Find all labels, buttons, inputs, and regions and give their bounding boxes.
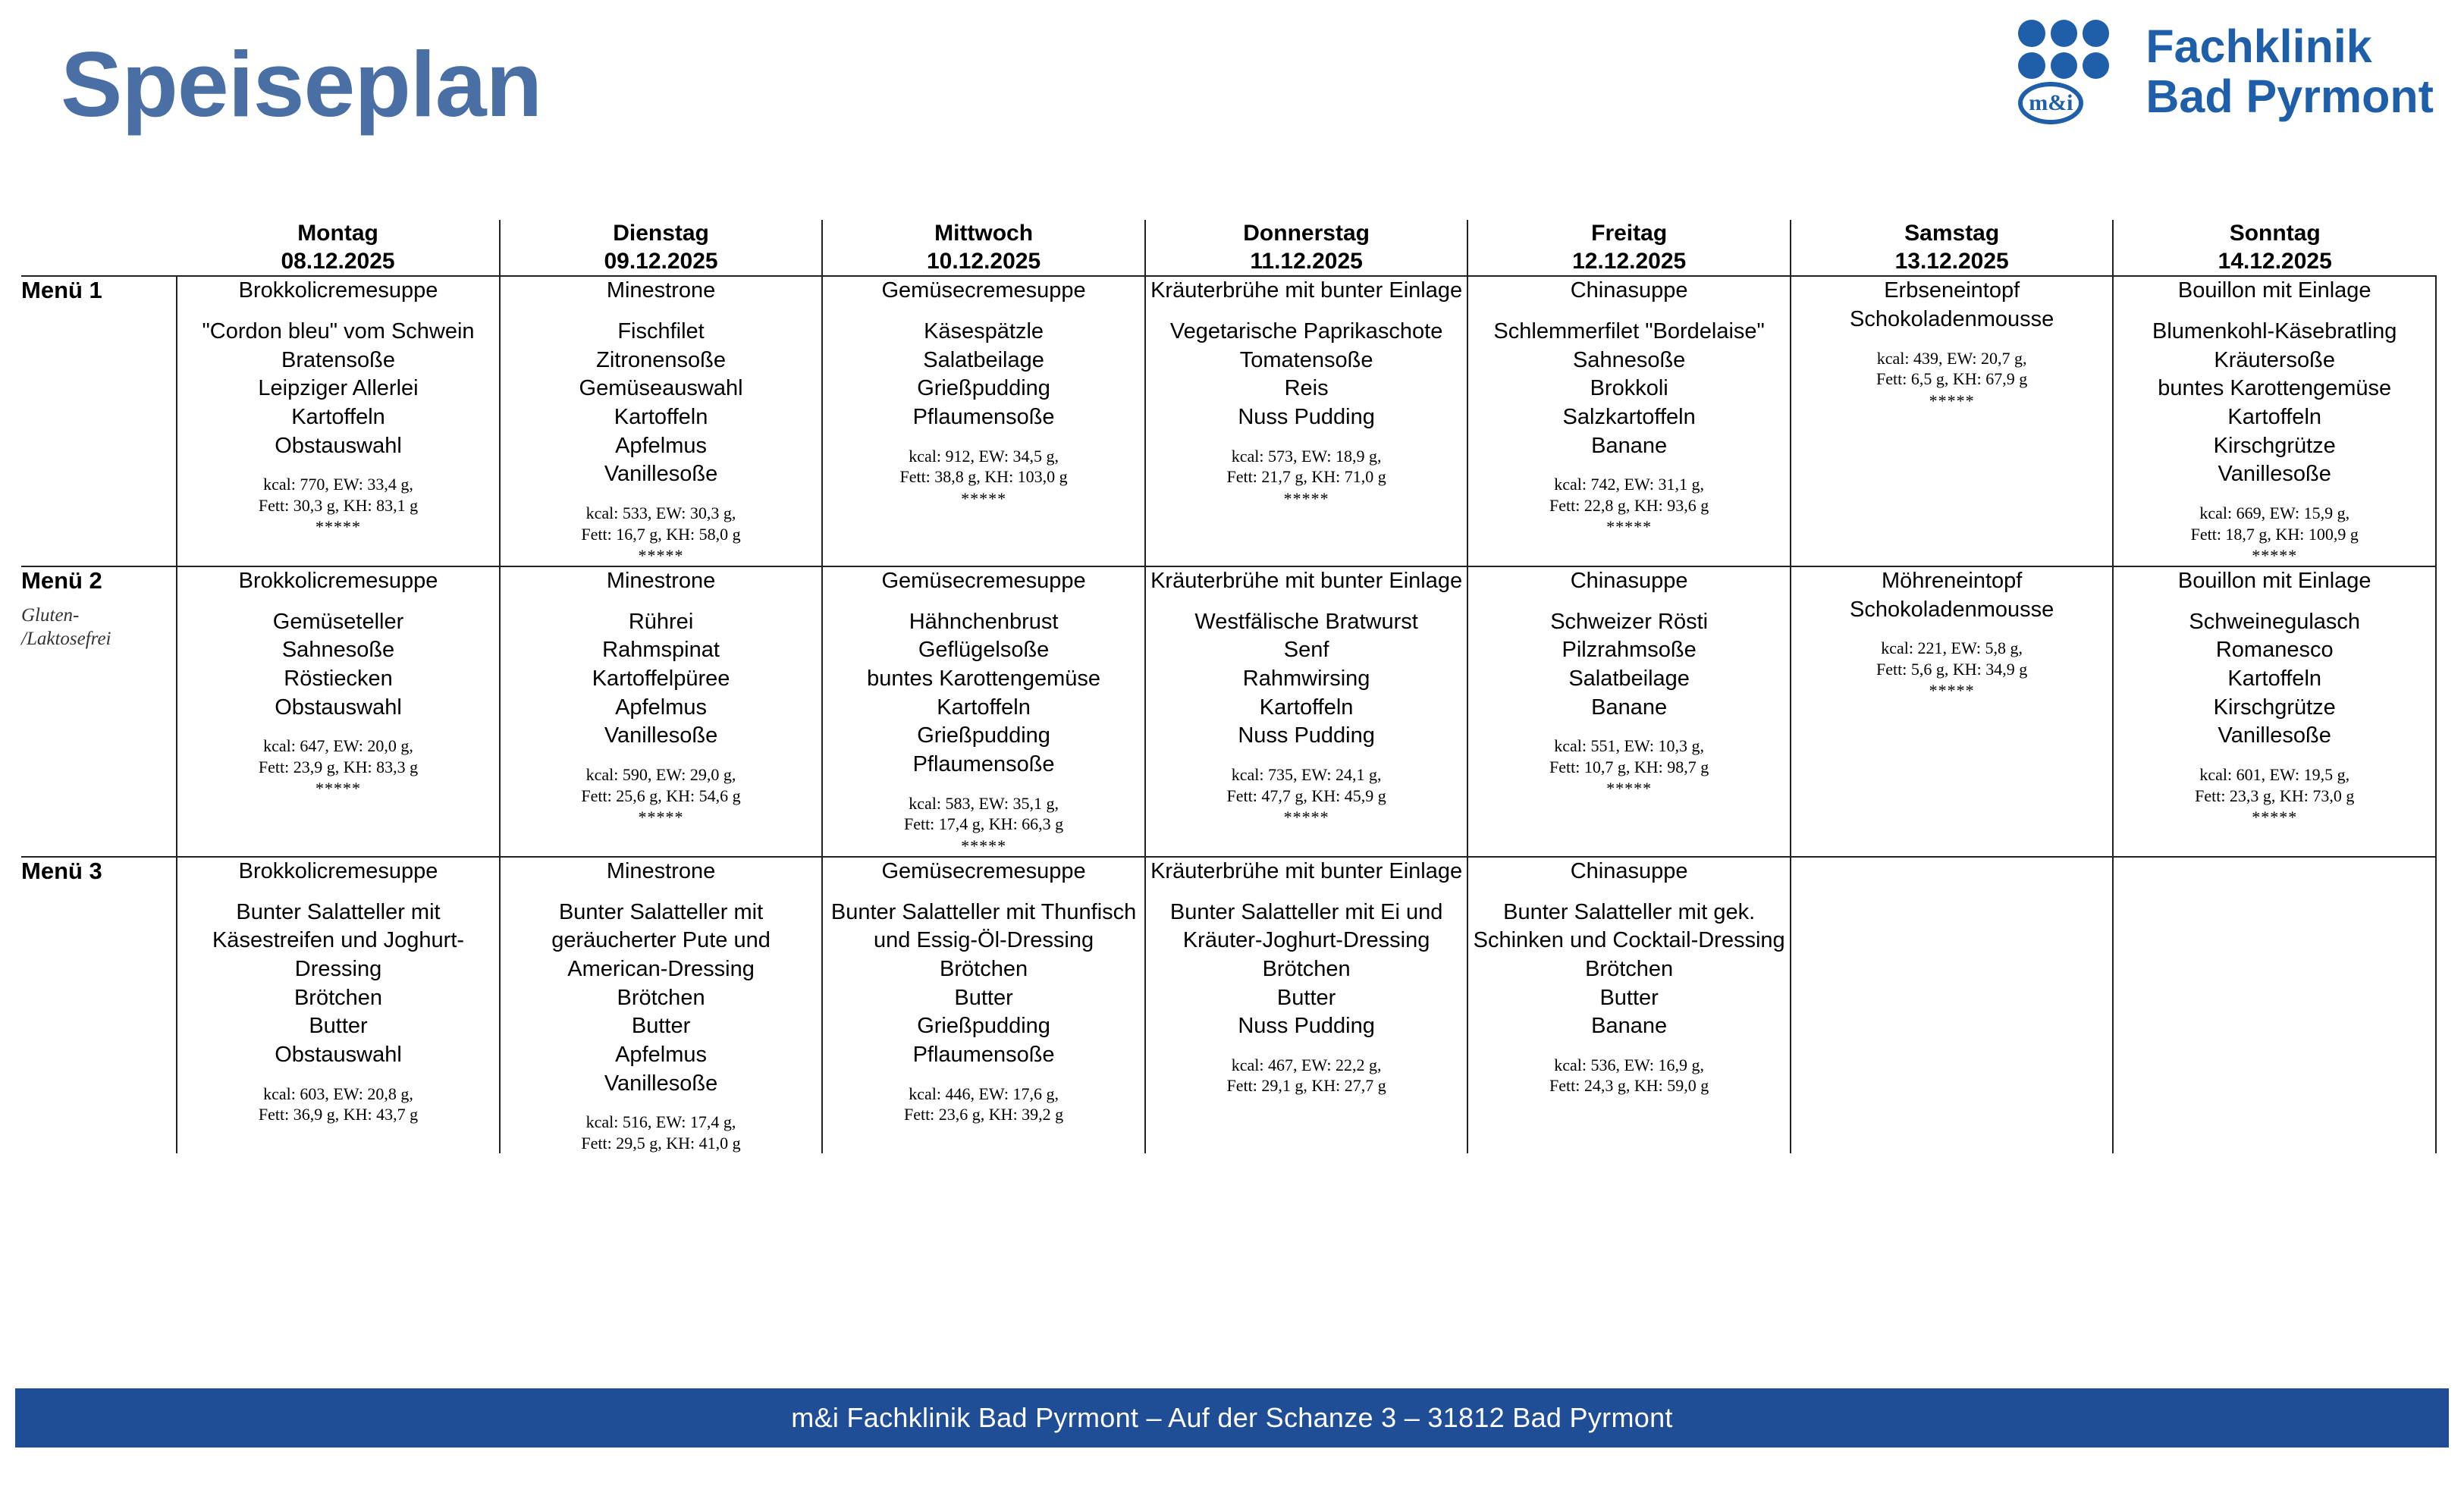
nutrition-info: kcal: 551, EW: 10,3 g, Fett: 10,7 g, KH: 98,7 g: [1549, 736, 1709, 776]
menu-cell: [500, 566, 823, 857]
menu-cell: [2113, 566, 2436, 857]
dish-line: Brötchen: [1262, 956, 1351, 981]
day-name: Mittwoch: [934, 221, 1034, 246]
menu-cell: [2113, 857, 2436, 1154]
dish-line: buntes Karottengemüse: [2158, 376, 2392, 401]
dish-line: Kräutersoße: [2214, 347, 2335, 372]
dish-line: Butter: [631, 1014, 691, 1039]
nutrition-info: kcal: 590, EW: 29,0 g, Fett: 25,6 g, KH: 54,6 g: [581, 765, 741, 805]
nutrition-info: kcal: 770, EW: 33,4 g, Fett: 30,3 g, KH: 83,1 g: [258, 475, 419, 515]
dish-line: Apfelmus: [615, 1042, 707, 1067]
separator-stars: *****: [1606, 517, 1653, 537]
dish-line: Röstiecken: [284, 667, 393, 692]
dish-line: Apfelmus: [615, 433, 707, 458]
dish-line: Banane: [1591, 1014, 1668, 1039]
dish-line: Bunter Salatteller mit Käsestreifen und Joghurt-Dressing: [212, 899, 465, 981]
dish-list: [823, 608, 1144, 779]
dish-list: [177, 899, 499, 1070]
dish-line: Reis: [1284, 376, 1329, 401]
menu-label-cell-2: [21, 566, 177, 857]
menu-cell: [822, 566, 1145, 857]
logo-oval-icon: m&i: [2018, 82, 2083, 124]
dish-list: [1146, 899, 1467, 1041]
dish-line: Kirschgrütze: [2213, 433, 2336, 458]
dish-line: Rührei: [628, 609, 694, 634]
dish-line: Rahmwirsing: [1242, 667, 1370, 692]
dish-list: [823, 899, 1144, 1070]
dish-list: [1468, 318, 1790, 460]
dish-line: Rahmspinat: [602, 638, 720, 663]
dish-line: Brötchen: [617, 985, 705, 1010]
dish-list: [177, 318, 499, 460]
dish-line: Bunter Salatteller mit geräucherter Pute und American-Dressing: [551, 899, 771, 981]
menu-cell: [500, 276, 823, 566]
dish-line: Kartoffeln: [1259, 695, 1354, 720]
soup-text: Gemüsecremesuppe: [881, 569, 1086, 593]
nutrition-info: kcal: 742, EW: 31,1 g, Fett: 22,8 g, KH: 93,6 g: [1549, 475, 1709, 515]
menu-row: [21, 276, 2436, 566]
menu-label-cell-1: [21, 276, 177, 566]
dish-line: Banane: [1591, 695, 1668, 720]
day-header-dienstag: [500, 220, 823, 276]
dish-line: Obstauswahl: [275, 433, 402, 458]
menu-label: Menü 1: [21, 277, 102, 304]
day-date: 12.12.2025: [1572, 248, 1687, 274]
nutrition-info: kcal: 467, EW: 22,2 g, Fett: 29,1 g, KH: 27,7 g: [1226, 1055, 1386, 1096]
logo-mark-icon: [2012, 15, 2126, 129]
dish-line: Grießpudding: [917, 723, 1050, 748]
menu-label-cell-3: [21, 857, 177, 1154]
menu-table-body: [21, 276, 2436, 1153]
nutrition-info: kcal: 603, EW: 20,8 g, Fett: 36,9 g, KH: 43,7 g: [258, 1084, 419, 1124]
separator-stars: *****: [2252, 808, 2298, 827]
dish-line: Vanillesoße: [604, 1071, 718, 1096]
day-header-montag: [177, 220, 500, 276]
day-header-sonntag: [2113, 220, 2436, 276]
day-header-freitag: [1467, 220, 1791, 276]
soup-text: Kräuterbrühe mit bunter Einlage: [1150, 858, 1463, 883]
soup-text: Brokkolicremesuppe: [238, 858, 438, 883]
dish-line: Vegetarische Paprikaschote: [1169, 318, 1443, 343]
nutrition-info: kcal: 533, EW: 30,3 g, Fett: 16,7 g, KH: 58,0 g: [581, 503, 741, 544]
day-header-mittwoch: [822, 220, 1145, 276]
dish-line: Butter: [954, 985, 1013, 1010]
dish-line: Kartoffelpüree: [592, 667, 730, 692]
logo-line-1: Fachklinik: [2145, 20, 2372, 73]
dish-line: Pflaumensoße: [912, 752, 1055, 777]
soup-text: Gemüsecremesuppe: [881, 858, 1086, 883]
dish-line: Gemüseteller: [272, 609, 404, 634]
dish-line: Leipziger Allerlei: [258, 376, 419, 401]
dish-line: Brötchen: [293, 985, 383, 1010]
dish-line: Kartoffeln: [937, 695, 1031, 720]
separator-stars: *****: [638, 808, 684, 827]
nutrition-info: kcal: 573, EW: 18,9 g, Fett: 21,7 g, KH: 71,0 g: [1226, 446, 1386, 487]
dish-line: Brokkoli: [1590, 376, 1668, 401]
soup-text: Gemüsecremesuppe: [881, 278, 1086, 303]
menu-row: [21, 857, 2436, 1154]
soup-text: Minestrone: [606, 569, 716, 593]
menu-cell: [1467, 276, 1791, 566]
menu-label: Menü 3: [21, 857, 102, 884]
nutrition-info: kcal: 439, EW: 20,7 g, Fett: 6,5 g, KH: 67,9 g: [1876, 348, 2028, 389]
dish-line: Butter: [1599, 985, 1659, 1010]
dish-line: Fischfilet: [617, 318, 705, 343]
dish-line: Nuss Pudding: [1238, 1014, 1375, 1039]
menu-cell: [500, 857, 823, 1154]
day-name: Sonntag: [2229, 221, 2321, 246]
dish-line: Nuss Pudding: [1238, 404, 1375, 429]
dish-line: Grießpudding: [917, 1014, 1050, 1039]
soup-text: Bouillon mit Einlage: [2177, 278, 2371, 303]
page-footer: m&i Fachklinik Bad Pyrmont – Auf der Schanze 3 – 31812 Bad Pyrmont: [15, 1388, 2449, 1448]
dish-list: [501, 899, 822, 1099]
day-name: Montag: [297, 221, 378, 246]
menu-table-wrapper: [15, 220, 2449, 1380]
separator-stars: *****: [961, 836, 1007, 855]
separator-stars: *****: [1929, 391, 1975, 410]
dish-line: Sahnesoße: [281, 638, 395, 663]
dish-line: Schweizer Rösti: [1550, 609, 1709, 634]
menu-table: [21, 220, 2437, 1153]
page-header: [0, 0, 2464, 220]
dish-line: Grießpudding: [917, 376, 1050, 401]
dish-line: Schweinegulasch: [2189, 609, 2361, 634]
day-header-samstag: [1791, 220, 2114, 276]
dish-line: Brötchen: [940, 956, 1028, 981]
dish-list: [2114, 318, 2435, 489]
menu-cell: [177, 857, 500, 1154]
soup-text: Chinasuppe: [1570, 278, 1688, 303]
dish-line: Geflügelsoße: [918, 638, 1050, 663]
dish-line: Bunter Salatteller mit Thunfisch und Essig-Öl-Dressing: [830, 899, 1137, 953]
dish-list: [1468, 899, 1790, 1041]
soup-text: Bouillon mit Einlage: [2177, 569, 2371, 593]
menu-cell: [1791, 276, 2114, 566]
dish-line: Zitronensoße: [596, 347, 726, 372]
dish-line: Blumenkohl-Käsebratling: [2152, 318, 2397, 343]
menu-cell: [1467, 857, 1791, 1154]
menu-cell: [1467, 566, 1791, 857]
logo-wordmark: [2145, 22, 2434, 122]
dish-line: Brötchen: [1585, 956, 1674, 981]
menu-cell: [1791, 566, 2114, 857]
dish-line: Kirschgrütze: [2213, 695, 2336, 720]
separator-stars: *****: [1283, 488, 1329, 508]
clinic-logo: [2012, 15, 2434, 129]
nutrition-info: kcal: 647, EW: 20,0 g, Fett: 23,9 g, KH: 83,3 g: [258, 736, 419, 776]
dish-line: Butter: [309, 1014, 368, 1039]
day-date: 08.12.2025: [281, 248, 395, 274]
nutrition-info: kcal: 221, EW: 5,8 g, Fett: 5,6 g, KH: 34,9 g: [1876, 638, 2028, 679]
dish-line: Erbseneintopf: [1884, 278, 2020, 303]
menu-cell: [822, 276, 1145, 566]
soup-text: Chinasuppe: [1570, 569, 1688, 593]
dish-line: Hähnchenbrust: [909, 609, 1059, 634]
day-name: Donnerstag: [1243, 221, 1370, 246]
menu-cell: [1145, 857, 1468, 1154]
dish-line: Apfelmus: [615, 695, 707, 720]
nutrition-info: kcal: 601, EW: 19,5 g, Fett: 23,3 g, KH: 73,0 g: [2195, 765, 2355, 805]
dish-line: Kartoffeln: [2227, 404, 2322, 429]
dish-line: Pilzrahmsoße: [1562, 638, 1697, 663]
separator-stars: *****: [961, 488, 1007, 508]
nutrition-info: kcal: 446, EW: 17,6 g, Fett: 23,6 g, KH: 39,2 g: [903, 1084, 1064, 1124]
dish-line: Schokoladenmousse: [1850, 306, 2054, 331]
dish-list: [501, 318, 822, 489]
dish-line: Kartoffeln: [614, 404, 708, 429]
dish-line: Banane: [1591, 433, 1668, 458]
dish-line: Sahnesoße: [1572, 347, 1686, 372]
menu-cell: [2113, 276, 2436, 566]
dish-line: Möhreneintopf: [1881, 569, 2023, 593]
menu-label: Menü 2: [21, 567, 102, 594]
dish-line: Obstauswahl: [275, 695, 402, 720]
dish-line: buntes Karottengemüse: [867, 667, 1101, 692]
soup-text: Kräuterbrühe mit bunter Einlage: [1150, 278, 1463, 303]
dish-line: Käsespätzle: [924, 318, 1044, 343]
logo-line-2: Bad Pyrmont: [2145, 71, 2434, 122]
nutrition-info: kcal: 583, EW: 35,1 g, Fett: 17,4 g, KH: 66,3 g: [903, 793, 1064, 834]
dish-line: Bunter Salatteller mit gek. Schinken und Cocktail-Dressing: [1473, 899, 1785, 953]
page-title: Speiseplan: [61, 33, 542, 136]
soup-text: Kräuterbrühe mit bunter Einlage: [1150, 569, 1463, 593]
day-date: 13.12.2025: [1894, 248, 2009, 274]
day-date: 10.12.2025: [927, 248, 1041, 274]
dish-line: Butter: [1276, 985, 1336, 1010]
menu-row: [21, 566, 2436, 857]
dish-list: [1468, 608, 1790, 723]
dish-line: Obstauswahl: [275, 1042, 402, 1067]
soup-text: Brokkolicremesuppe: [238, 569, 438, 593]
soup-text: Brokkolicremesuppe: [238, 278, 438, 303]
dish-line: Salatbeilage: [1568, 667, 1690, 692]
dish-line: Schokoladenmousse: [1850, 597, 2054, 622]
dish-line: Kartoffeln: [291, 404, 385, 429]
dish-list: [2114, 608, 2435, 751]
dish-line: "Cordon bleu" vom Schwein: [202, 318, 475, 343]
dish-line: Vanillesoße: [2218, 462, 2331, 487]
separator-stars: *****: [1929, 681, 1975, 701]
nutrition-info: kcal: 669, EW: 15,9 g, Fett: 18,7 g, KH: 100,9 g: [2190, 503, 2359, 544]
day-name: Samstag: [1904, 221, 2000, 246]
separator-stars: *****: [1606, 779, 1653, 798]
separator-stars: *****: [638, 546, 684, 565]
dish-list: [1791, 277, 2113, 334]
separator-stars: *****: [315, 779, 362, 798]
menu-cell: [177, 566, 500, 857]
dish-list: [1791, 567, 2113, 624]
dish-line: Vanillesoße: [604, 462, 718, 487]
dish-line: Salzkartoffeln: [1562, 404, 1696, 429]
dish-line: Vanillesoße: [2218, 723, 2331, 748]
dish-line: Kartoffeln: [2227, 667, 2322, 692]
menu-cell: [177, 276, 500, 566]
soup-text: Minestrone: [606, 278, 716, 303]
header-corner-cell: [21, 220, 177, 276]
nutrition-info: kcal: 536, EW: 16,9 g, Fett: 24,3 g, KH: 59,0 g: [1549, 1055, 1709, 1096]
dish-list: [1146, 608, 1467, 751]
menu-cell: [822, 857, 1145, 1154]
day-date: 14.12.2025: [2218, 248, 2332, 274]
dish-line: Schlemmerfilet "Bordelaise": [1493, 318, 1765, 343]
menu-cell: [1145, 276, 1468, 566]
separator-stars: *****: [1283, 808, 1329, 827]
dish-line: Bratensoße: [281, 347, 395, 372]
dish-list: [1146, 318, 1467, 432]
nutrition-info: kcal: 516, EW: 17,4 g, Fett: 29,5 g, KH: 41,0 g: [581, 1112, 741, 1153]
dish-line: Salatbeilage: [923, 347, 1044, 372]
day-date: 09.12.2025: [604, 248, 718, 274]
dish-list: [177, 608, 499, 723]
nutrition-info: kcal: 912, EW: 34,5 g, Fett: 38,8 g, KH: 103,0 g: [899, 446, 1068, 487]
dish-list: [823, 318, 1144, 432]
soup-text: Chinasuppe: [1570, 858, 1688, 883]
menu-cell: [1791, 857, 2114, 1154]
dish-line: Senf: [1283, 638, 1329, 663]
dish-line: Nuss Pudding: [1238, 723, 1375, 748]
dish-line: Bunter Salatteller mit Ei und Kräuter-Joghurt-Dressing: [1169, 899, 1443, 953]
dish-line: Pflaumensoße: [912, 404, 1055, 429]
menu-sublabel: Gluten- /Laktosefrei: [21, 605, 111, 650]
dish-list: [501, 608, 822, 751]
dish-line: Tomatensoße: [1239, 347, 1373, 372]
separator-stars: *****: [315, 517, 362, 537]
dish-line: Pflaumensoße: [912, 1042, 1055, 1067]
nutrition-info: kcal: 735, EW: 24,1 g, Fett: 47,7 g, KH: 45,9 g: [1226, 765, 1386, 805]
menu-cell: [1145, 566, 1468, 857]
day-header-donnerstag: [1145, 220, 1468, 276]
dish-line: Romanesco: [2215, 638, 2334, 663]
separator-stars: *****: [2252, 546, 2298, 565]
dish-line: Westfälische Bratwurst: [1194, 609, 1418, 634]
day-name: Freitag: [1591, 221, 1668, 246]
logo-dots-icon: [2018, 20, 2109, 79]
day-name: Dienstag: [613, 221, 709, 246]
dish-line: Gemüseauswahl: [579, 376, 743, 401]
dish-line: Vanillesoße: [604, 723, 718, 748]
day-date: 11.12.2025: [1250, 248, 1363, 274]
table-header-row: [21, 220, 2436, 276]
soup-text: Minestrone: [606, 858, 716, 883]
